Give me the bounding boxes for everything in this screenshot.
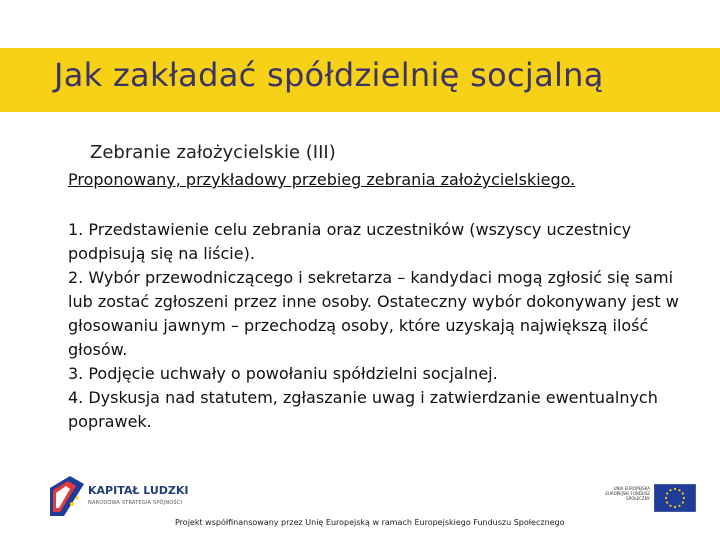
eu-logo-text: UNIA EUROPEJSKA EUROPEJSKI FUNDUSZ SPOŁECZNY bbox=[605, 486, 650, 501]
step-item: 2. Wybór przewodniczącego i sekretarza – kandydaci mogą zgłosić się sami lub zostać zgłoszeni przez inne osoby. Ostateczny wybór dokonywany jest w głosowaniu jawnym – przechodzą osoby, które uzyskają największą ilość głosów. bbox=[68, 268, 679, 359]
step-item: 1. Przedstawienie celu zebrania oraz uczestników (wszyscy uczestnicy podpisują się na liście). bbox=[68, 220, 632, 263]
kapital-ludzki-logo bbox=[50, 476, 200, 516]
footer bbox=[0, 470, 720, 540]
eu-flag-icon bbox=[654, 484, 696, 512]
step-item: 4. Dyskusja nad statutem, zgłaszanie uwag i zatwierdzanie ewentualnych poprawek. bbox=[68, 388, 658, 431]
slide-title: Jak zakładać spółdzielnię socjalną bbox=[54, 56, 604, 94]
slide-subtitle: Zebranie założycielskie (III) bbox=[90, 142, 336, 163]
eu-logo bbox=[600, 484, 696, 514]
steps-list bbox=[68, 218, 688, 434]
step-item: 3. Podjęcie uchwały o powołaniu spółdzielni socjalnej. bbox=[68, 364, 498, 383]
kapital-ludzki-tagline: NARODOWA STRATEGIA SPÓJNOŚCI bbox=[88, 500, 183, 506]
intro-text: Proponowany, przykładowy przebieg zebrania założycielskiego. bbox=[68, 170, 576, 189]
kapital-ludzki-name: KAPITAŁ LUDZKI bbox=[88, 484, 189, 497]
footer-note: Projekt współfinansowany przez Unię Europejską w ramach Europejskiego Funduszu Społecznego bbox=[175, 518, 565, 527]
kapital-ludzki-flag-icon bbox=[50, 476, 84, 516]
